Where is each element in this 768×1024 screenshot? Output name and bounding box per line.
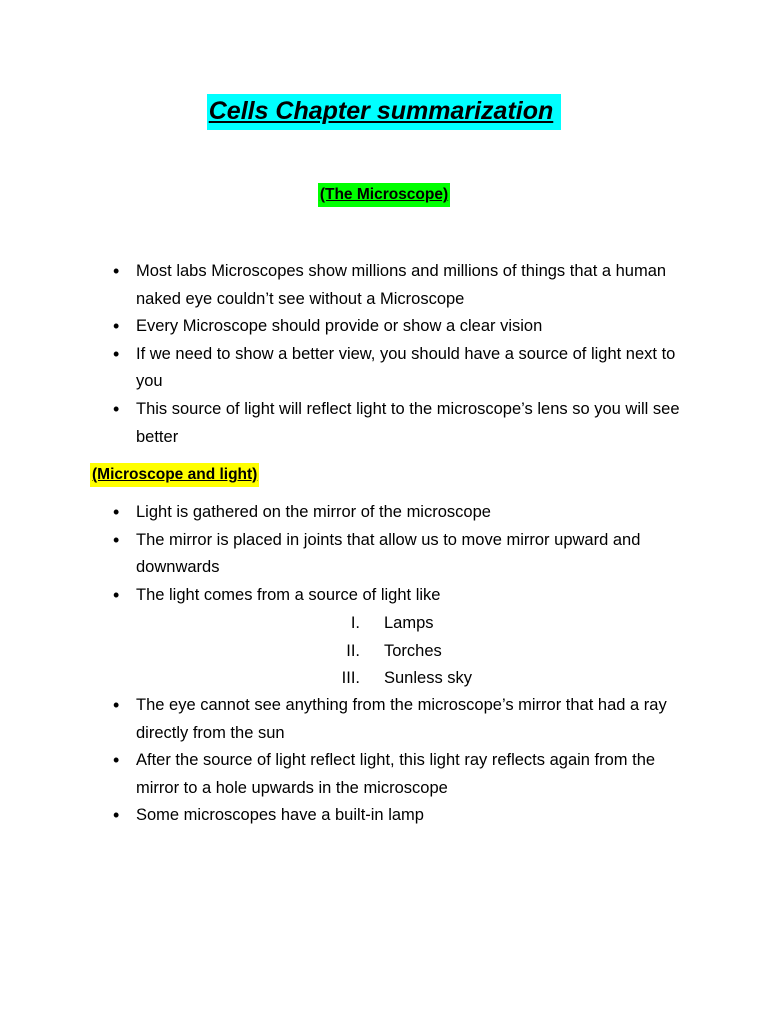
bullet-item: • Some microscopes have a built-in lamp	[110, 802, 700, 830]
bullet-item: • The light comes from a source of light like	[110, 582, 700, 610]
section1-heading: (The Microscope)	[318, 183, 450, 207]
bullet-item: • Most labs Microscopes show millions and millions of things that a human naked eye couldn’t see without a Microscope	[110, 258, 700, 313]
bullet-item: • If we need to show a better view, you should have a source of light next to you	[110, 341, 700, 396]
bullet-item: • Light is gathered on the mirror of the microscope	[110, 499, 700, 527]
light-source-text: Sunless sky	[384, 669, 473, 688]
roman-numeral: II.	[346, 641, 360, 660]
bullet-item: • Every Microscope should provide or show a clear vision	[110, 313, 700, 341]
microscope-bullet-list	[110, 258, 700, 451]
bullet-item: • This source of light will reflect light to the microscope’s lens so you will see better	[110, 396, 700, 451]
roman-numeral: I.	[350, 614, 360, 632]
document-title: Cells Chapter summarization	[207, 94, 562, 130]
title-wrapper	[0, 94, 768, 130]
light-sources-list	[0, 610, 768, 693]
roman-numeral: III.	[341, 669, 360, 688]
light-bullet-list-continued	[110, 692, 700, 830]
section2-heading: (Microscope and light)	[90, 463, 259, 487]
light-source-item	[0, 665, 768, 693]
light-source-text: Lamps	[384, 614, 434, 632]
light-source-item	[0, 610, 768, 638]
light-source-item	[0, 638, 768, 666]
section1-heading-wrapper	[0, 183, 768, 207]
bullet-item: • The eye cannot see anything from the microscope’s mirror that had a ray directly from the sun	[110, 692, 700, 747]
bullet-item: • After the source of light reflect light, this light ray reflects again from the mirror to a hole upwards in the microscope	[110, 747, 700, 802]
light-bullet-list	[110, 499, 700, 609]
bullet-item: • The mirror is placed in joints that allow us to move mirror upward and downwards	[110, 527, 700, 582]
light-source-text: Torches	[384, 641, 442, 660]
